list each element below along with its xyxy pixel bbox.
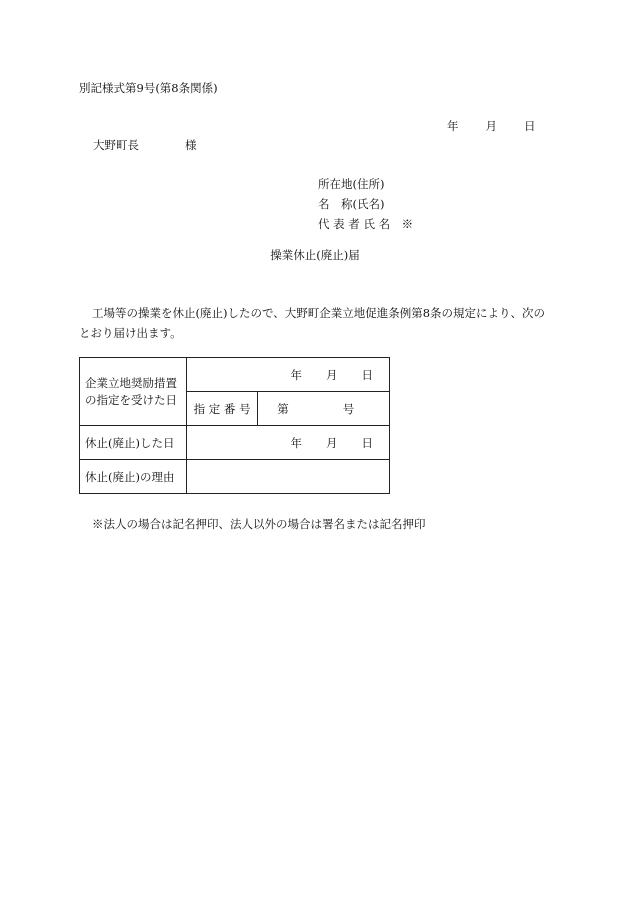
number-suffix: 号 (342, 401, 355, 416)
addressee-name: 大野町長 (93, 138, 139, 152)
designation-number-field[interactable] (258, 392, 390, 426)
suspension-date-label: 休止(廃止)した日 (80, 426, 187, 460)
name-label: 名 称(氏名) (318, 197, 385, 211)
table-row (80, 358, 390, 392)
addressee-honorific: 様 (185, 138, 197, 152)
document-title: 操業休止(廃止)届 (270, 248, 360, 262)
month-label: 月 (326, 435, 338, 450)
designation-number-label: 指 定 番 号 (187, 392, 258, 426)
month-label: 月 (485, 119, 497, 133)
representative-label: 代 表 者 氏 名 ※ (318, 217, 414, 231)
day-label: 日 (524, 119, 536, 133)
number-prefix: 第 (277, 401, 289, 416)
body-text: 工場等の操業を休止(廃止)したので、大野町企業立地促進条例第8条の規定により、次のとおり届け出ます。 (79, 306, 546, 340)
year-label: 年 (290, 435, 302, 450)
submission-date (447, 118, 536, 134)
day-label: 日 (361, 435, 373, 450)
form-number: 別記様式第9号(第8条関係) (79, 81, 218, 95)
form-table (79, 357, 390, 494)
suspension-reason-field[interactable] (187, 460, 390, 494)
day-label: 日 (361, 367, 373, 382)
footnote: ※法人の場合は記名押印、法人以外の場合は署名または記名押印 (92, 517, 426, 531)
addressee (93, 137, 197, 153)
address-label: 所在地(住所) (318, 177, 385, 191)
suspension-date-field[interactable] (187, 426, 390, 460)
month-label: 月 (326, 367, 338, 382)
designation-date-label: 企業立地奨励措置の指定を受けた日 (80, 358, 187, 426)
year-label: 年 (447, 119, 459, 133)
applicant-block (318, 174, 413, 234)
suspension-reason-label: 休止(廃止)の理由 (80, 460, 187, 494)
designation-date-field[interactable] (187, 358, 390, 392)
table-row (80, 426, 390, 460)
year-label: 年 (290, 367, 302, 382)
table-row (80, 460, 390, 494)
